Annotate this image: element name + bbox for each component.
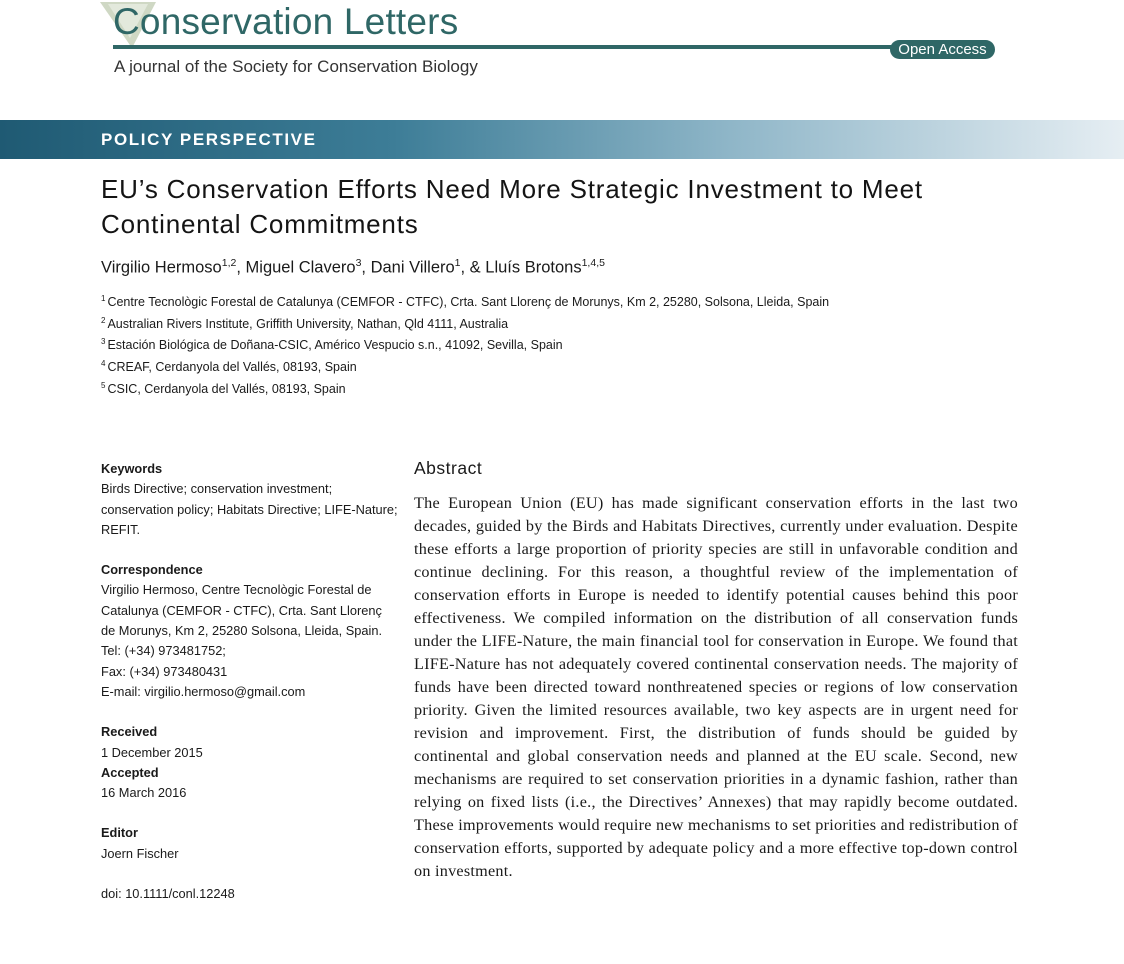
spacer (101, 702, 401, 722)
affiliation-item (101, 355, 829, 377)
affiliation-text: CREAF, Cerdanyola del Vallés, 08193, Spain (107, 360, 357, 375)
section-banner (0, 120, 1124, 159)
received-heading: Received (101, 724, 158, 740)
author-name: Lluís Brotons (485, 258, 582, 277)
spacer (101, 540, 401, 560)
correspondence-line: de Morunys, Km 2, 25280 Solsona, Lleida, Spain. (101, 623, 382, 639)
keywords-text: Birds Directive; conservation investment; conservation policy; Habitats Directive; LIFE-Nature; REFIT. (101, 481, 398, 537)
editor-name: Joern Fischer (101, 845, 179, 861)
author-list (101, 251, 605, 280)
article-title: EU’s Conservation Efforts Need More Strategic Investment to Meet Continental Commitments (101, 174, 923, 239)
affiliation-number: 3 (101, 337, 106, 347)
affiliation-item (101, 377, 829, 399)
correspondence-line: Virgilio Hermoso, Centre Tecnològic Forestal de (101, 582, 372, 598)
received-date: 1 December 2015 (101, 744, 203, 760)
accepted-date: 16 March 2016 (101, 785, 187, 801)
abstract-heading: Abstract (414, 458, 483, 478)
open-access-badge: Open Access (890, 40, 995, 59)
spacer (101, 864, 401, 884)
article-metadata-sidebar (101, 459, 401, 904)
correspondence-line: Catalunya (CEMFOR - CTFC), Crta. Sant Llorenç (101, 602, 382, 618)
correspondence-phone: Tel: (+34) 973481752; (101, 643, 226, 659)
author-affiliation-marker: 1 (454, 257, 461, 269)
affiliation-number: 2 (101, 315, 106, 325)
affiliation-text: CSIC, Cerdanyola del Vallés, 08193, Spain (107, 381, 346, 396)
affiliation-number: 4 (101, 358, 106, 368)
author-name: Dani Villero (370, 258, 455, 277)
accepted-heading: Accepted (101, 764, 159, 780)
affiliation-item (101, 312, 829, 334)
author-affiliation-marker: 1,2 (221, 257, 237, 269)
author-affiliation-marker: 1,4,5 (581, 257, 605, 269)
abstract-body: The European Union (EU) has made significant conservation efforts in the last two decades, guided by the Birds and Habitats Directives, currently under evaluation. Despite these efforts a large proportion of priority species are still in unfavorable condition and continue declining. For this reason, a thoughtful review of the implementation of conservation efforts in Europe is needed to identify potential causes behind this poor effectiveness. We compiled information on the distribution of all conservation funds under the LIFE-Nature, the main financial tool for conservation in Europe. We found that LIFE-Nature has not adequately covered continental conservation needs. The majority of funds have been directed toward nonthreatened species or regions of low conservation priority. Given the limited resources available, two key aspects are in urgent need for revision and improvement. First, the distribution of funds should be guided by continental and global conservation needs and planned at the EU scale. Second, new mechanisms are required to set conservation priorities in a dynamic fashion, rather than relying on fixed lists (i.e., the Directives’ Annexes) that may rapidly become outdated. These improvements would require new mechanisms to set priorities and redistribution of conservation efforts, supported by adequate policy and a more effective top-down control on investment. (414, 494, 1018, 880)
author-name: Virgilio Hermoso (101, 258, 222, 277)
correspondence-heading: Correspondence (101, 562, 203, 578)
author-name: Miguel Clavero (245, 258, 356, 277)
affiliation-item (101, 333, 829, 355)
affiliation-text: Centre Tecnològic Forestal de Catalunya (CEMFOR - CTFC), Crta. Sant Llorenç de Morunys, Km 2, 25280, Solsona, Lleida, Spain (107, 295, 830, 310)
affiliation-text: Australian Rivers Institute, Griffith University, Nathan, Qld 4111, Australia (107, 316, 509, 331)
journal-subtitle: A journal of the Society for Conservation Biology (114, 57, 478, 76)
affiliation-list (101, 290, 829, 398)
affiliation-item (101, 290, 829, 312)
correspondence-email: E-mail: virgilio.hermoso@gmail.com (101, 683, 306, 699)
author-separator: , & (460, 258, 486, 277)
journal-title: Conservation Letters (113, 1, 459, 42)
author-separator: , (361, 258, 371, 277)
doi-link[interactable]: doi: 10.1111/conl.12248 (101, 886, 235, 902)
affiliation-number: 1 (101, 294, 106, 303)
affiliation-text: Estación Biológica de Doñana-CSIC, Américo Vespucio s.n., 41092, Sevilla, Spain (107, 338, 563, 353)
editor-heading: Editor (101, 825, 138, 841)
affiliation-number: 5 (101, 380, 106, 390)
header-rule (113, 45, 893, 49)
author-separator: , (236, 258, 246, 277)
section-label: POLICY PERSPECTIVE (101, 130, 317, 149)
spacer (101, 803, 401, 823)
correspondence-fax: Fax: (+34) 973480431 (101, 663, 228, 679)
author-affiliation-marker: 3 (355, 257, 362, 269)
keywords-heading: Keywords (101, 461, 163, 476)
